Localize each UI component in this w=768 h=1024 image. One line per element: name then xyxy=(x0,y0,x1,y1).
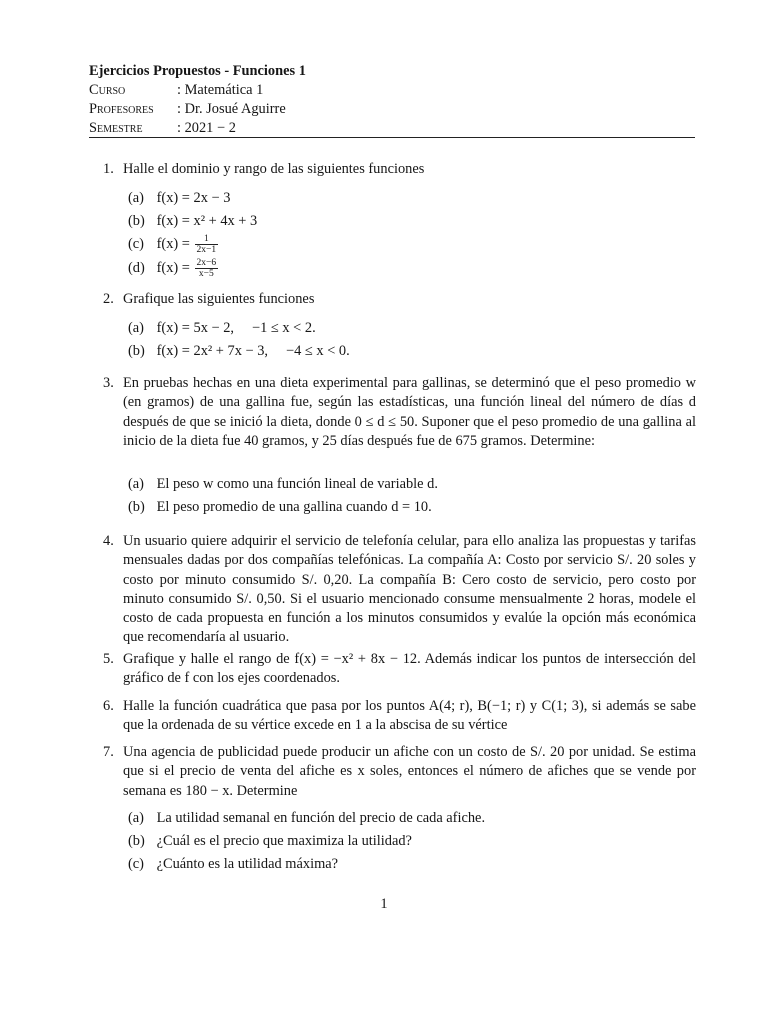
item-label: (b) xyxy=(128,213,145,229)
item-expression: f(x) = 5x − 2, −1 ≤ x < 2. xyxy=(156,320,316,336)
exercise-7-item-a xyxy=(128,809,485,828)
fraction-denominator: 2x−1 xyxy=(196,245,217,255)
item-expression: f(x) = x² + 4x + 3 xyxy=(156,213,258,229)
item-label: (b) xyxy=(128,499,145,515)
meta-key: Profesores xyxy=(89,101,154,117)
meta-row-professors xyxy=(89,100,691,119)
document-title: Ejercicios Propuestos - Funciones 1 xyxy=(89,63,306,79)
item-label: (a) xyxy=(128,810,144,826)
exercise-number: 1. xyxy=(103,161,114,177)
exercise-7-item-c xyxy=(128,855,338,874)
exercise-text: Grafique las siguientes funciones xyxy=(123,291,315,307)
exercise-text: Halle el dominio y rango de las siguientes funciones xyxy=(123,161,425,177)
meta-value: : 2021 − 2 xyxy=(177,120,236,136)
exercise-3 xyxy=(103,374,696,451)
exercise-1-item-b xyxy=(128,212,257,231)
document-header xyxy=(89,62,691,138)
exercise-text: Un usuario quiere adquirir el servicio de telefonía celular, para ello analiza las propuestas y tarifas mensuales dadas por dos compañías telefónicas. La compañía A: Costo por servicio S/. 20 soles y costo por minuto consumido S/. 0,20. La compañía B: Cero costo de servicio, pero costo por minuto consumido S/. 0,50. Si el usuario mencionado consume mensualmente 2 horas, modele el costo de cada propuesta en función a los minutos consumidos y evalúe la opción más económica que recomendaría al usuario. xyxy=(123,533,696,646)
meta-value: : Dr. Josué Aguirre xyxy=(177,101,286,117)
item-expression: El peso w como una función lineal de variable d. xyxy=(156,476,438,492)
exercise-text: Grafique y halle el rango de f(x) = −x² + 8x − 12. Además indicar los puntos de intersección del gráfico de f con los ejes coordenados. xyxy=(123,651,696,687)
exercise-text: Halle la función cuadrática que pasa por los puntos A(4; r), B(−1; r) y C(1; 3), si además se sabe que la ordenada de su vértice excede en 1 a la abscisa de su vértice xyxy=(123,698,696,734)
exercise-7 xyxy=(103,743,696,801)
exercise-5 xyxy=(103,650,696,689)
fraction-denominator: x−5 xyxy=(198,269,214,279)
meta-key: Curso xyxy=(89,82,126,98)
item-expression-lhs: f(x) = xyxy=(156,259,190,276)
fraction-numerator: 2x−6 xyxy=(196,258,217,268)
exercise-1-item-d xyxy=(128,258,219,279)
fraction xyxy=(195,258,219,279)
exercise-1-item-a xyxy=(128,189,230,208)
exercise-text: Una agencia de publicidad puede producir un afiche con un costo de S/. 20 por unidad. Se estima que si el precio de venta del afiche es x soles, entonces el número de afiches que se vende por semana es 180 − x. Determine xyxy=(123,744,696,799)
exercise-number: 7. xyxy=(103,744,114,760)
exercise-7-item-b xyxy=(128,832,412,851)
item-label: (c) xyxy=(128,235,144,252)
exercise-number: 3. xyxy=(103,375,114,391)
item-label: (a) xyxy=(128,476,144,492)
item-expression-lhs: f(x) = xyxy=(156,235,190,252)
item-label: (a) xyxy=(128,190,144,206)
item-label: (b) xyxy=(128,833,145,849)
fraction-numerator: 1 xyxy=(195,234,219,245)
header-divider xyxy=(89,137,695,138)
exercise-3-item-b xyxy=(128,498,432,517)
item-expression: f(x) = 2x² + 7x − 3, −4 ≤ x < 0. xyxy=(156,343,350,359)
exercise-text: En pruebas hechas en una dieta experimental para gallinas, se determinó que el peso promedio w (en gramos) de una gallina fue, según las estadísticas, una función lineal del número de días d después de que se inició la dieta, donde 0 ≤ d ≤ 50. Suponer que el peso promedio de una gallina al inicio de la dieta fue 40 gramos, y 25 días después fue de 675 gramos. Determine: xyxy=(123,375,696,449)
exercise-2-item-b xyxy=(128,342,350,361)
meta-row-course xyxy=(89,81,691,100)
item-expression: f(x) = 2x − 3 xyxy=(156,190,231,206)
meta-key: Semestre xyxy=(89,120,143,136)
exercise-number: 2. xyxy=(103,291,114,307)
exercise-number: 4. xyxy=(103,533,114,549)
exercise-3-item-a xyxy=(128,475,438,494)
item-expression: La utilidad semanal en función del precio de cada afiche. xyxy=(156,810,486,826)
item-label: (d) xyxy=(128,259,145,276)
fraction xyxy=(195,234,219,255)
item-expression: ¿Cuál es el precio que maximiza la utilidad? xyxy=(156,833,412,849)
meta-row-semester xyxy=(89,119,691,138)
exercise-1-item-c xyxy=(128,234,219,255)
item-expression: ¿Cuánto es la utilidad máxima? xyxy=(156,856,339,872)
exercise-number: 5. xyxy=(103,651,114,667)
exercise-2 xyxy=(103,290,696,309)
item-label: (a) xyxy=(128,320,144,336)
exercise-6 xyxy=(103,697,696,736)
item-expression: El peso promedio de una gallina cuando d = 10. xyxy=(156,499,432,515)
item-label: (b) xyxy=(128,343,145,359)
exercise-4 xyxy=(103,532,696,648)
exercise-1 xyxy=(103,160,696,179)
meta-value: : Matemática 1 xyxy=(177,82,264,98)
exercise-number: 6. xyxy=(103,698,114,714)
exercise-2-item-a xyxy=(128,319,316,338)
page-number: 1 xyxy=(380,896,388,912)
item-label: (c) xyxy=(128,856,144,872)
